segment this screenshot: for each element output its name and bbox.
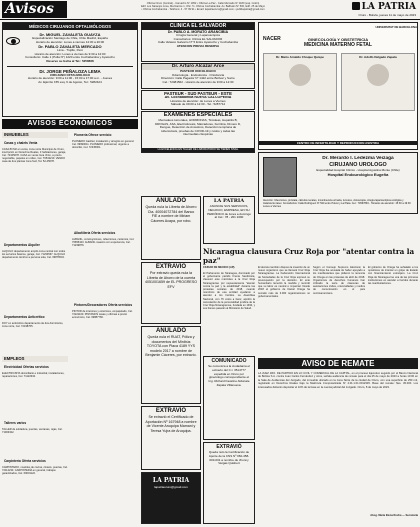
examenes-line: DROGAS, ASA, Electroforesis, Marcadores, Ferritina, Dímero D, [155, 122, 241, 126]
alcazar-line: Odontología · Endodoncia · Ortodoncia [171, 73, 225, 77]
pintores-text: PINTOR de interiores y exteriores, empapelado, Cel. 72221100. PINTAMOS casas y oficinas a precio económico, Cel. 69887766. [72, 310, 133, 320]
avatar [289, 64, 311, 86]
nacer-logo [263, 27, 293, 42]
pasteur-line: Horarios de atención: de Lunes a Viernes [170, 99, 226, 103]
eye-icon [6, 37, 20, 45]
doctor3-spec: CIRUJANO OFTALMÓLOGO [50, 73, 90, 77]
carpinteria-text: CARPINTERO, muebles de cocina, closets, puertas, Cel. 72112233. CARPINTERÍA en general, trabajos garantizados, Cel. 69001122. [2, 466, 68, 476]
cat-dptos-alquiler: Departamentos Alquiler [4, 243, 40, 247]
patria-promo-title: LA PATRIA [152, 477, 190, 484]
barcelona-logo [367, 26, 417, 30]
doctor3-hours: Horario de atención: 9:00 a 11:00 - 15:00 a 17:00 a.m. - Jueves [27, 77, 113, 81]
gine-doctor-a: Dr. Mario Arnaldo Choque Quispe [276, 56, 324, 59]
cat-empleos: EMPLEOS [2, 356, 68, 362]
doctor1-spec: Especialización Santiago de Chile, Chile Madrid, España [32, 37, 108, 40]
cat-pintores: Pintores/Decoradores Oferta servicios [74, 303, 133, 307]
doctor2-hours: Horario de atención: Lunes a viernes de 9:30 a 12:00 [34, 52, 106, 56]
oftalmologos-title: MÉDICOS CIRUJANOS OFTALMÓLOGOS [3, 23, 137, 30]
anulado2-title: ANULADO [156, 328, 186, 334]
ginecologia-ad [258, 22, 418, 150]
extravio3-title: EXTRAVIÓ [216, 444, 242, 450]
urologo-body: Atención: Infecciones, próstata, cálculos renales, incontinencia urinaria, tumores, cistoscopia, cirugía laparoscópica urológica y tratamiento laser. Consultorios: Calle Rodríguez Nº 520 entre Potosí y La Plata. Cel.: 74567894 - Horarios de atención: 15:30 a 19:30 Lunes a Viernes [263, 199, 411, 208]
gine-doctor-b-card [341, 53, 415, 111]
cat-electricidad: Electricidad Ofertas servicios [4, 365, 49, 369]
extravio3-body: Queda nulo la Certificación de Aporte de la CNS Nº 060-458-003-001 a nombre de Jhonny Vargas Quisbert [208, 450, 250, 466]
pasteur-line: Sábado de 09:00 a 12:00 - Tel.: 5287712 [170, 103, 226, 107]
cat-carpinteria: Carpintería Oferta servicios [4, 459, 46, 463]
header-rule [0, 19, 420, 20]
gine-subtitle: MEDICINA MATERNO FETAL [304, 42, 372, 48]
talleres-text: TALLER de soldadura, puertas, ventanas, rejas, Cel. 71003322. [2, 428, 63, 435]
anulado2-body: Queda nula el RUAT, Póliza y documentos del Minibús TOYOTA con Placa 4189 YYS modelo 2017 a nombre de Benjamin Cáceres, por extravío. [145, 335, 197, 358]
plomeria-text: PLOMERO Gasfiter, instalación y arreglos en general. Cel. 69990011. PLOMERO profesional, urgente a domicilio, Cel. 72345001. [72, 140, 135, 150]
urologo-ad [258, 152, 418, 214]
anuncie-body: ANUNCIE SUS SERVICIOS, NEGOCIO, EMPRESA, EN SU PERIÓDICO de lunes a domingo al Cel.: 78 - 201 1090 [207, 204, 251, 220]
extravio2-notice [141, 406, 201, 470]
alcazar-line: Dirección: Calle Pagador Nº 1422 entre Bolívar y Sucre [161, 77, 235, 81]
page-header [0, 0, 420, 20]
header-info-line: Edif. Los Naranjos Lima, Mezzanine 1, Ofic. 5 • Oficina Cochabamba: Av. Ballivián Nº 500, Edif. 25 de Mayo [141, 5, 265, 9]
patria-promo-ad [141, 472, 201, 524]
cat-inmuebles: INMUEBLES [2, 132, 68, 138]
avisos-economicos-band: AVISOS ECONÓMICOS [2, 119, 138, 129]
alcazar-subtitle: PASTEUR ONCOLÓGICO [180, 70, 216, 73]
news-col3: Según el Consejo Supremo Electoral, la Cruz Roja fue acusada de haber apoyado a los manifestantes que pidieron la renuncia de Ortega en las protestas de abril de 2018. Organismos de derechos humanos han criticado la serie de clausuras de asociaciones civiles, universidades y medios de comunicación en el país centroamericano. [313, 266, 365, 295]
dptos-alquiler-text: ALQUILO departamento amplio zona central con todos los servicios básicos, garaje, Cel. 71234567. ALQUILO departamento céntrico a persona sola, Cel. 69876543. [2, 250, 66, 260]
nacer-text: NACER [263, 36, 281, 42]
examenes-line: Dengue, Detección de Ancestros, Detección temprana de [159, 126, 237, 130]
pasteur-ad [141, 90, 255, 110]
cat-albanileria: Albañilería Oferta servicios [74, 231, 116, 235]
examenes-line: Mercadeos tumorales, HORMONAS, Tiroideas, Hepatitis B, [158, 119, 238, 122]
gine-title: GINECOLOGÍA Y OBSTETRICIA [307, 37, 369, 42]
remate-body: LA JUEZ 1RO. DE PARTIDO EN LO CIVIL Y COMERCIAL DE LA CAPITAL, en el proceso Ejecutivo seguido por el Banco Nacional de Bolivia S.A. contra Juan Carlos Fernández y otros, señala audiencia de remate para el día 25 de mayo de 2023 a horas 10:00 en la Sala de Audiencias del Juzgado, del inmueble ubicado en la zona Norte de la ciudad de Oruro, con una superficie de 250 m2, registrado en Derechos Reales bajo la Matrícula Computarizada Nº 4.01.1.01.0012345. Base del remate: $us. 45.000. Los interesados deberán depositar el 10% de la base en la cuenta judicial del Juzgado. Oruro, 8 de mayo de 2023. [258, 372, 418, 389]
examenes-ad [141, 111, 255, 153]
electricidad-text: ELECTRICISTA domiciliario e industrial, instalaciones, reparaciones, Cel. 71122334. [2, 372, 65, 379]
news-col2: El decreto también dispuso la creación de un nuevo organismo que se llamará Cruz Roja Nicaragüense. La Federación Internacional de Sociedades de la Cruz Roja expresó su preocupación por la decisión. El ente humanitario lamentó la medida y recordó que su labor es neutral e imparcial. Desde 2018 el gobierno de Daniel Ortega ha cerrado más de 3.000 organizaciones no gubernamentales. [258, 266, 310, 298]
albanileria-text: ALBAÑIL, construcciones, refacciones, cerámica, Cel. 76655443. ALBAÑIL maestro con experiencia, Cel. 71239876. [72, 238, 135, 248]
extravio1-body: Por extravío queda nula la Libreta de Ahorro de la cuenta 4051001659 de EL PROGRESO EFV [145, 271, 198, 289]
clinic-phone: Reserve su fecha al Tel.: 5258668 [46, 59, 94, 63]
doctor3-name: Dr. JORGE PEÑALOZA LEMA [39, 68, 101, 74]
cat-talleres: Talleres varios [4, 421, 27, 425]
patria-promo-body: lapatriaoruro@gmail.com [154, 485, 188, 489]
patria-mark-icon [352, 2, 360, 10]
remate-signature: Abog. María Elena Rocha — Secretaria [370, 514, 418, 517]
anulado1-body: Queda nula la Libreta de Ahorro Cta. 40004072784 del Banco FIE a nombre de Miriam Cáceres Acapa, por robo. [145, 205, 197, 223]
clinica-line: Calle Velasco Galvarro Nº 5 Entre Ayacucho y Cochabamba [158, 41, 238, 45]
avatar [367, 64, 389, 86]
doctor2-name: Dr. PABLO ZAVALETA MERCADO [38, 44, 102, 50]
issue-date: Oruro - Bolivia, jueves 11 de mayo de 2023 [358, 13, 416, 17]
urologo-name: Dr. Merardo I. Ledezma Veizaga [322, 156, 394, 161]
cat-anticretico: Departamentos Anticrético [4, 315, 45, 319]
doctor1-hours: Horario de atención: Lunes a viernes 14:30 a 20:00 [35, 40, 105, 44]
gine-footer: CENTRO DE INFERTILIDAD Y REPRODUCCION ASISTIDA [259, 141, 417, 145]
comunicado-body: Se comunica a la ciudadanía el extravío del C.I. 3514777 expedida en Oruro por ginecólogo correspondiente el Ing. Richard Faustino Aldunate Zapata Villanueva. [208, 364, 250, 387]
doctor-photo [263, 157, 297, 197]
examenes-line: intermedias citoquinas [183, 133, 213, 137]
examenes-title: EXAMENES ESPECIALES [163, 112, 233, 118]
doctor2-spec: Lima - Trujillo, Perú [57, 49, 83, 53]
clinica-line: ATENCIÓN PREVIA RESERVA [176, 44, 220, 48]
clinica-line: Cirugía General y Laparoscópica [176, 33, 220, 37]
clinica-salvador-ad [141, 22, 255, 62]
cat-plomeria: Plomería Ofrece servicio [74, 133, 112, 137]
extravio3-notice [203, 442, 255, 524]
anuncie-title: LA PATRIA [213, 198, 245, 204]
doctor1-name: Dr. MIGUEL ZAVALETA GUAYZA [39, 32, 101, 37]
news-headline: Nicaragua clausura Cruz Roja por "atentar contra la paz" [203, 247, 415, 265]
pasteur-title: PASTEUR - SUD PASTEUR - ESTE [164, 91, 232, 96]
gine-doctor-a-card [263, 53, 337, 111]
divider [7, 66, 133, 67]
avisos-logo: Avisos [2, 1, 67, 18]
extravio2-title: EXTRAVIÓ [155, 408, 187, 414]
anticretico-text: DOY en anticrético departamento de dos dormitorios, zona norte, Cel. 72198765. [2, 322, 64, 329]
news-dateline: CIUDAD DE MÉXICO (AP). [203, 266, 236, 269]
clinic-address: Consultorio: Calle 1 (Pulla Nº) 1220 entre Cochabamba y Ayacucho [25, 56, 115, 60]
pasteur-subtitle: Av. Cochabamba NUEVA CALCOPEINA [164, 96, 232, 99]
anuncie-ad [203, 196, 255, 244]
la-patria-logo [338, 2, 418, 13]
clinica-doctor: Dr. PABLO A. MORATO ARANCIBIA [167, 29, 229, 34]
comunicado-notice [203, 356, 255, 440]
anulado1-title: ANULADO [156, 198, 186, 204]
header-info [72, 2, 334, 12]
alcazar-line: Cel.: 72481562 - Horario de atención de 9:00 a 12:30 [162, 80, 234, 84]
clinica-title: CLINICA EL SALVADOR [142, 23, 254, 30]
oftalmologos-ad [2, 22, 138, 117]
extravio1-notice [141, 262, 201, 324]
comunicado-title: COMUNICADO [211, 358, 247, 364]
anulado2-notice [141, 326, 201, 404]
news-col1: El Parlamento de Nicaragua, dominado por el gobernante partido Frente Sandinista, clausuró este miércoles a la Cruz Roja Nicaragüense por supuestamente "atentar contra la paz y la estabilidad" durante las protestas sociales de 2018, cuando miembros de esa entidad ayudaron a atender a los heridos. La Asamblea Nacional, con 76 votos a favor, aprobó la cancelación de la personalidad jurídica de la Cruz Roja Nicaragüense, fundada en 1934, y sus bienes pasarán al Ministerio de Salud. [203, 272, 255, 311]
patria-logo-text: LA PATRIA [361, 2, 416, 12]
casas-venta-text: CASA 80 M2 en venta, zona norte Municipio de Oruro, inscripción en Derechos Reales, 3 habitaciones, garaje, Cel. 72345678. CASA en venta zona Vinto, a precio negociable, papeles en orden, Cel. 76543210. VENDO casa de dos plantas zona Sud, Tel. 52-45678. [2, 148, 67, 164]
header-info-line: • Oficina Cochabamba - Teléfono: 4 - 57 09 91 • Email: lapatriaoruro@gmail.com • publilapatria@gmail.com [141, 8, 265, 12]
anulado1-notice [141, 196, 201, 260]
examenes-footer: LA EXCELENCIA EN TALLER DE LABORATORIO SE TIENEN NIVEL [142, 148, 254, 152]
clinica-line: Consultorios: Clínica EL SALVADOR [173, 37, 223, 41]
urologo-spec: Especialidad Hospital Clínico - Hospital Agustina Monte (Chile) [316, 168, 400, 172]
examenes-line: tuberculosis, pruebas de COVID-19 y ruidos y todas las [161, 129, 235, 133]
cat-casas-venta: Casas y chalets Venta [4, 141, 38, 145]
gine-doctor-b: Dr. Adolfo Delgado Zapata [359, 56, 397, 59]
news-col4: El gobierno de Ortega ha señalado a los opositores de intentar un golpe de Estado con financiamiento extranjero. La Cruz Roja de Nicaragua fue una de las primeras instituciones en atender a heridos durante las manifestaciones. [368, 266, 418, 286]
header-info-line: Oficina Oruro (Central) - Camacho Nº 1952 • Oficina La Paz - Calle Mercado Nº 1180 (esq. Colón) [146, 2, 260, 5]
alcazar-title: Dr. Arturo Alcázar Arce [142, 64, 254, 70]
extravio1-title: EXTRAVIÓ [155, 264, 187, 270]
barcelona-text: UNIVERSITAT DE BARCELONA [375, 26, 417, 29]
urologo-hospital: Hospital Endourológico Eugeña [327, 172, 389, 178]
dr-alcazar-ad [141, 63, 255, 89]
doctor3-address: Av. Ejército 155 esq. 6 de Agosto, Tel.: 5282424 [38, 80, 102, 84]
urologo-title: CIRUJANO URÓLOGO [329, 162, 387, 168]
remate-title: AVISO DE REMATE [258, 358, 418, 369]
extravio2-body: Se extravió el Certificado de Aportación Nº 167948 a nombre de Vicente Aruquipa Mamani y Teresa Yujra de Aruquipa. [145, 415, 197, 433]
